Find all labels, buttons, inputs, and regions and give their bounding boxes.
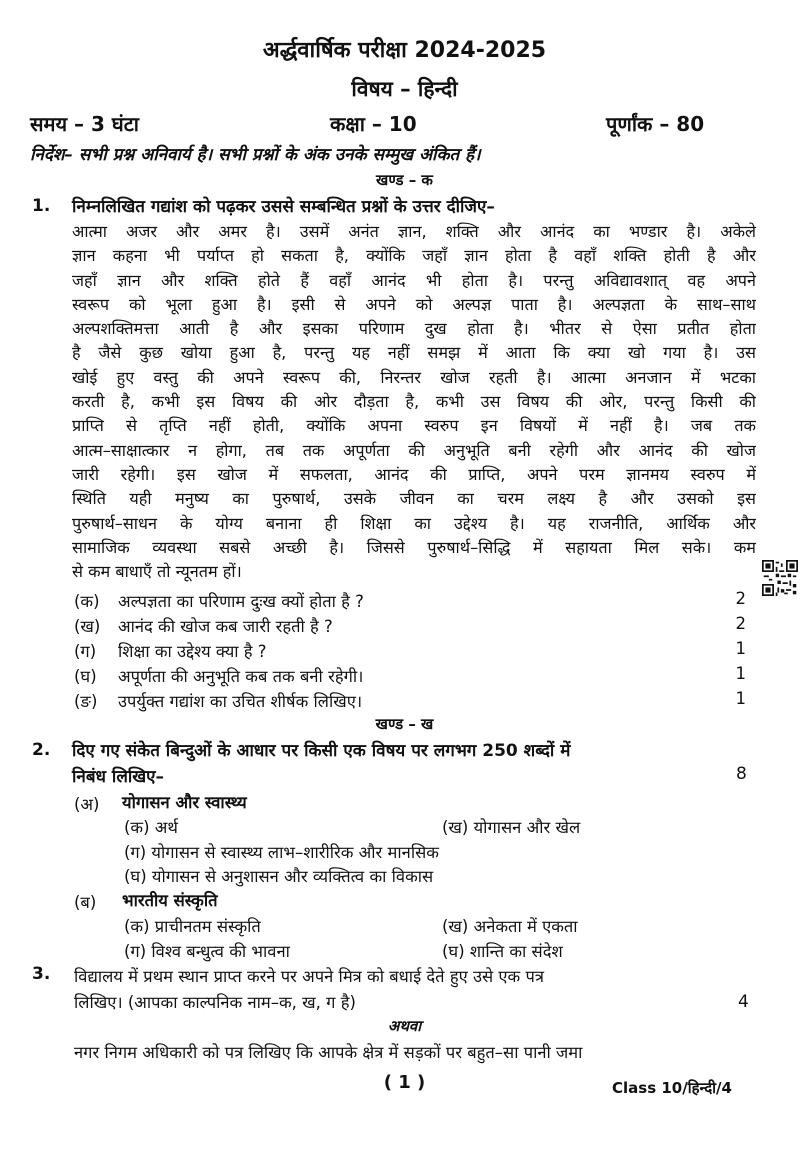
- topic-b-point-1: (क) प्राचीनतम संस्कृति: [124, 917, 261, 936]
- question-3-line2: लिखिए। (आपका काल्पनिक नाम–क, ख, ग है): [74, 993, 356, 1012]
- subquestion: [74, 614, 754, 638]
- topic-a-point-2: (ख) योगासन और खेल: [442, 818, 581, 837]
- question-1-heading: निम्नलिखित गद्यांश को पढ़कर उससे सम्बन्धित प्रश्नों के उत्तर दीजिए–: [72, 197, 495, 217]
- subquestion-marks: 1: [735, 689, 746, 708]
- topic-a-title: योगासन और स्वास्थ्य: [122, 793, 247, 812]
- paper-code: Class 10/हिन्दी/4: [612, 1079, 732, 1097]
- passage-line: जारी रहेगी। इस खोज में सफलता, आनंद की प्राप्ति, अपने परम ज्ञानमय स्वरुप में: [72, 464, 756, 484]
- subquestion-text: आनंद की खोज कब जारी रहती है ?: [118, 617, 333, 636]
- topic-b-point-3: (ग) विश्व बन्धुत्व की भावना: [124, 942, 290, 961]
- subquestion-text: उपर्युक्त गद्यांश का उचित शीर्षक लिखिए।: [118, 692, 363, 711]
- question-3-marks: 4: [738, 992, 749, 1012]
- instructions: निर्देश– सभी प्रश्न अनिवार्य है। सभी प्रश्नों के अंक उनके सम्मुख अंकित हैं।: [30, 145, 481, 165]
- passage-line: आत्मा अजर और अमर है। उसमें अनंत ज्ञान, शक्ति और आनंद का भण्डार है। अकेले: [72, 222, 756, 241]
- subquestion-marks: 2: [735, 614, 746, 633]
- section-b-title: खण्ड – ख: [375, 715, 434, 733]
- topic-a-point-4: (घ) योगासन से अनुशासन और व्यक्तित्व का विकास: [124, 867, 434, 886]
- section-a-title: खण्ड – क: [376, 171, 433, 189]
- exam-subject: विषय – हिन्दी: [351, 77, 458, 101]
- topic-a-label: (अ): [74, 795, 100, 814]
- passage-line: पुरुषार्थ–साधन के योग्य बनाना ही शिक्षा का उद्देश्य है। यह राजनीति, आर्थिक और: [72, 513, 756, 533]
- exam-class: कक्षा – 10: [330, 112, 417, 136]
- subquestion-marks: 1: [735, 664, 746, 683]
- topic-b-title: भारतीय संस्कृति: [122, 891, 218, 910]
- subquestion-label: (क): [74, 592, 100, 611]
- question-2-marks: 8: [736, 764, 747, 784]
- passage-line: करती है, कभी इस विषय की ओर दौड़ता है, कभी उस विषय की ओर, परन्तु किसी की: [72, 392, 756, 412]
- passage-line: जहाँ ज्ञान और शक्ति होते हैं वहाँ आनंद भी होता है। परन्तु अविद्यावशात् वह अपने: [72, 270, 756, 290]
- passage-line: से कम बाधाएँ तो न्यूनतम हों।: [72, 562, 242, 582]
- subquestion-label: (घ): [74, 667, 97, 686]
- passage-line: आत्म–साक्षात्कार न होगा, तब तक अपूर्णता की अनुभूति बनी रहेगी और आनंद की खोज: [72, 440, 756, 460]
- passage-line: अल्पशक्तिमत्ता आती है और इसका परिणाम दुख होता है। भीतर से ऐसा प्रतीत होता: [72, 319, 756, 339]
- question-3-number: 3.: [32, 964, 51, 984]
- subquestion: [74, 689, 754, 713]
- topic-a-point-3: (ग) योगासन से स्वास्थ्य लाभ–शारीरिक और मानसिक: [124, 843, 439, 862]
- exam-time: समय – 3 घंटा: [30, 112, 139, 136]
- question-1-number: 1.: [32, 196, 51, 216]
- qr-code-icon: [762, 560, 798, 596]
- passage-line: स्वरूप को भूला हुआ है। इसी से अपने को अल्पज्ञ पाता है। अल्पज्ञता के साथ–साथ: [72, 294, 756, 314]
- subquestion: [74, 664, 754, 688]
- subquestion-marks: 1: [735, 639, 746, 658]
- subquestion: [74, 639, 754, 663]
- exam-max-marks: पूर्णांक – 80: [606, 112, 705, 136]
- subquestion-label: (ङ): [74, 692, 98, 711]
- topic-b-label: (ब): [74, 893, 97, 912]
- topic-b-point-2: (ख) अनेकता में एकता: [442, 917, 578, 936]
- question-3-alt-line1: नगर निगम अधिकारी को पत्र लिखिए कि आपके क्षेत्र में सड़कों पर बहुत–सा पानी जमा: [74, 1043, 583, 1062]
- subquestion: [74, 589, 754, 613]
- question-2-heading-line1: दिए गए संकेत बिन्दुओं के आधार पर किसी एक विषय पर लगभग 250 शब्दों में: [72, 741, 571, 761]
- passage-line: खोई हुए वस्तु की अपने स्वरूप की, निरन्तर खोज रहती है। आत्मा अनजान में भटका: [72, 367, 756, 387]
- passage-line: स्थिति यही मनुष्य का पुरुषार्थ, उसके जीवन का चरम लक्ष्य है और उसको इस: [72, 489, 756, 509]
- page-number: ( 1 ): [383, 1072, 426, 1093]
- passage-line: है जैसे कुछ खोया हुआ है, परन्तु यह नहीं समझ में आता कि क्या खो गया है। उस: [72, 343, 756, 363]
- subquestion-label: (ग): [74, 642, 97, 661]
- passage: [72, 220, 756, 584]
- subquestion-text: शिक्षा का उद्देश्य क्या है ?: [118, 642, 267, 661]
- passage-line: सामाजिक व्यवस्था सबसे अच्छी है। जिससे पुरुषार्थ–सिद्धि में सहायता मिल सके। कम: [72, 537, 756, 557]
- passage-line: ज्ञान कहना भी पर्याप्त हो सकता है, क्योंकि जहाँ ज्ञान होता है वहाँ शक्ति होती है और: [72, 246, 756, 266]
- subquestion-label: (ख): [74, 617, 101, 636]
- topic-b-point-4: (घ) शान्ति का संदेश: [442, 942, 563, 961]
- topic-a-point-1: (क) अर्थ: [124, 818, 178, 837]
- question-3-line1: विद्यालय में प्रथम स्थान प्राप्त करने पर अपने मित्र को बधाई देते हुए उसे एक पत्र: [74, 967, 544, 986]
- passage-line: प्राप्ति से तृप्ति नहीं होती, क्योंकि अपना स्वरुप इन विषयों में नहीं है। जब तक: [72, 416, 756, 436]
- subquestion-marks: 2: [735, 589, 746, 608]
- question-2-number: 2.: [32, 740, 51, 760]
- subquestion-text: अपूर्णता की अनुभूति कब तक बनी रहेगी।: [118, 667, 364, 686]
- subquestion-text: अल्पज्ञता का परिणाम दुःख क्यों होता है ?: [118, 592, 364, 611]
- exam-title: अर्द्धवार्षिक परीक्षा 2024-2025: [262, 38, 547, 63]
- question-2-heading-line2: निबंध लिखिए–: [72, 767, 165, 787]
- or-label: अथवा: [387, 1017, 422, 1035]
